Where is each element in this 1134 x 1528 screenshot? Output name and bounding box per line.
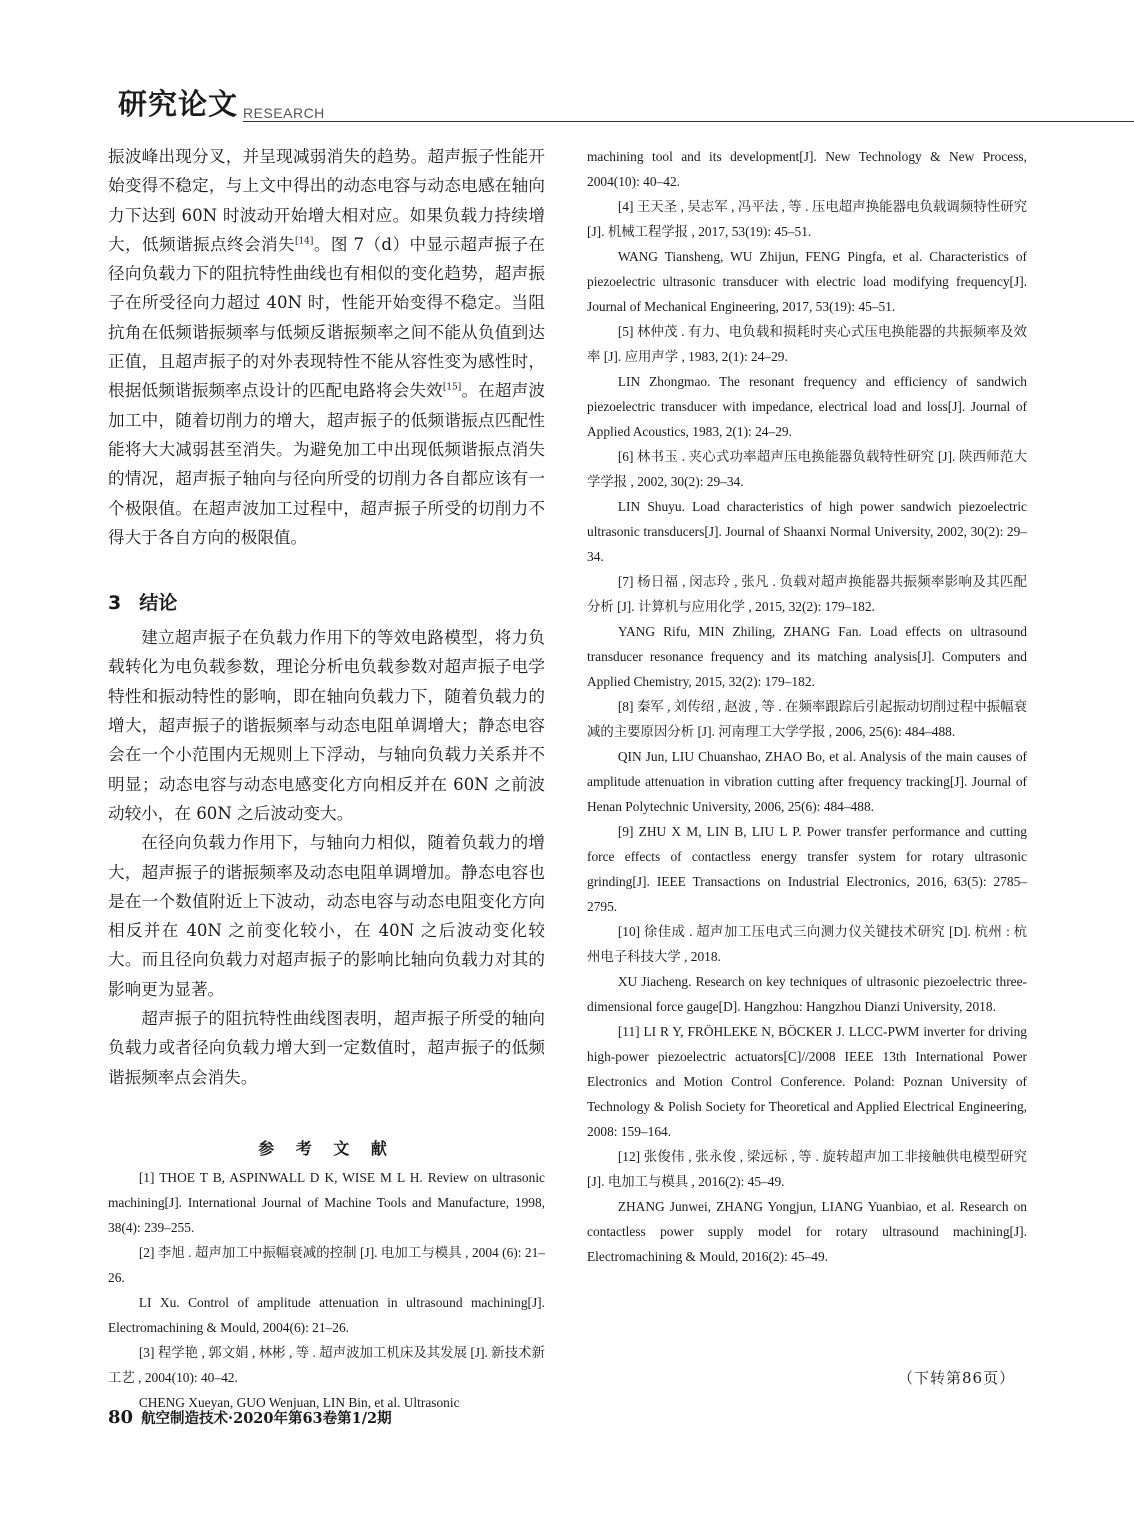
text-run: 。在超声波加工中，随着切削力的增大，超声振子的低频谐振点匹配性能将大大减弱甚至消失。为避免加工中出现低频谐振点消失的情况，超声振子轴向与径向所受的切削力各自都应该有一个极限值。在超声波加工过程中，超声振子所受的切削力不得大于各自方向的极限值。 (108, 381, 545, 547)
continued-note: （下转第86页） (898, 1369, 1016, 1387)
reference-item: [10] 徐佳成 . 超声加工压电式三向测力仪关键技术研究 [D]. 杭州 : 杭州电子科技大学 , 2018. (587, 924, 1027, 964)
text-run: 。图 7（d）中显示超声振子在径向负载力下的阻抗特性曲线也有相似的变化趋势，超声振子在所受径向力超过 40N 时，性能开始变得不稳定。当阻抗角在低频谐振频率与低频反谐振频率之间不能从负值到达正值，且超声振子的对外表现特性不能从容性变为感性时，根据低频谐振频率点设计的匹配电路将会失效 (108, 234, 545, 401)
reference-item: [9] ZHU X M, LIN B, LIU L P. Power transfer performance and cutting force effects of contactless energy transfer system for rotary ultrasonic grinding[J]. IEEE Transactions on Industrial Electronics, 2016, 63(5): 2785–2795. (587, 824, 1027, 914)
reference-item: [1] THOE T B, ASPINWALL D K, WISE M L H. Review on ultrasonic machining[J]. International Journal of Machine Tools and Manufacture, 1998, 38(4): 239–255. (108, 1169, 545, 1235)
body-paragraph: 在径向负载力作用下，与轴向力相似，随着负载力的增大，超声振子的谐振频率及动态电阻单调增加。静态电容也是在一个数值附近上下波动，动态电容与动态电阻变化方向相反并在 40N 之前变化较小，在 40N 之后波动变化较大。而且径向负载力对超声振子的影响比轴向负载力对其的影响更为显著。 (108, 833, 545, 999)
reference-item: machining tool and its development[J]. New Technology & New Process, 2004(10): 40–42. (587, 149, 1027, 189)
reference-item: ZHANG Junwei, ZHANG Yongjun, LIANG Yuanbiao, et al. Research on contactless power supply model for rotary ultrasound machining[J]. Electromachining & Mould, 2016(2): 45–49. (587, 1199, 1027, 1264)
reference-item: QIN Jun, LIU Chuanshao, ZHAO Bo, et al. Analysis of the main causes of amplitude attenuation in vibration cutting after frequency tracking[J]. Journal of Henan Polytechnic University, 2006, 25(6): 484–488. (587, 749, 1027, 814)
section-heading (108, 588, 545, 615)
section-title: 结论 (139, 592, 178, 615)
page-footer (108, 1407, 392, 1428)
reference-item: [2] 李旭 . 超声加工中振幅衰减的控制 [J]. 电加工与模具 , 2004 (6): 21–26. (108, 1244, 545, 1285)
reference-item: [12] 张俊伟 , 张永俊 , 梁远标 , 等 . 旋转超声加工非接触供电模型研究 [J]. 电加工与模具 , 2016(2): 45–49. (587, 1149, 1027, 1189)
right-column (587, 144, 1027, 1269)
reference-item: [3] 程学艳 , 郭文娟 , 林彬 , 等 . 超声波加工机床及其发展 [J]. 新技术新工艺 , 2004(10): 40–42. (108, 1344, 545, 1385)
reference-item: [8] 秦军 , 刘传绍 , 赵波 , 等 . 在频率跟踪后引起振动切削过程中振幅衰减的主要原因分析 [J]. 河南理工大学学报 , 2006, 25(6): 484–488. (587, 699, 1027, 739)
reference-item: [5] 林仲茂 . 有力、电负载和损耗时夹心式压电换能器的共振频率及效率 [J]. 应用声学 , 1983, 2(1): 24–29. (587, 324, 1027, 364)
journal-name: 航空制造技术·2020年第63卷第1/2期 (141, 1410, 392, 1427)
reference-item: LIN Shuyu. Load characteristics of high power sandwich piezoelectric ultrasonic transducers[J]. Journal of Shaanxi Normal University, 2002, 30(2): 29–34. (587, 499, 1027, 564)
reference-item: [11] LI R Y, FRÖHLEKE N, BÖCKER J. LLCC-PWM inverter for driving high-power piezoelectric actuators[C]//2008 IEEE 13th International Power Electronics and Motion Control Conference. Poland: Poznan University of Technology & Polish Society for Theoretical and Applied Electrical Engineering, 2008: 159–164. (587, 1024, 1027, 1139)
reference-item: [7] 杨日福 , 闵志玲 , 张凡 . 负载对超声换能器共振频率影响及其匹配分析 [J]. 计算机与应用化学 , 2015, 32(2): 179–182. (587, 574, 1027, 614)
column-title: 研究论文 (118, 87, 239, 121)
reference-item: YANG Rifu, MIN Zhiling, ZHANG Fan. Load effects on ultrasound transducer resonance frequency and its matching analysis[J]. Computers and Applied Chemistry, 2015, 32(2): 179–182. (587, 624, 1027, 689)
reference-item: LIN Zhongmao. The resonant frequency and efficiency of sandwich piezoelectric transducer with impedance, electrical load and loss[J]. Journal of Applied Acoustics, 1983, 2(1): 24–29. (587, 374, 1027, 439)
reference-item: LI Xu. Control of amplitude attenuation in ultrasound machining[J]. Electromachining & Mould, 2004(6): 21–26. (108, 1294, 545, 1335)
text-run: 振波峰出现分叉，并呈现减弱消失的趋势。超声振子性能开始变得不稳定，与上文中得出的动态电容与动态电感在轴向力下达到 60N 时波动开始增大相对应。如果负载力持续增大，低频谐振点终会消失 (108, 147, 545, 254)
header-rule (243, 121, 1134, 122)
section-number: 3 (108, 592, 122, 615)
body-paragraph: 建立超声振子在负载力作用下的等效电路模型，将力负载转化为电负载参数，理论分析电负载参数对超声振子电学特性和振动特性的影响，即在轴向负载力下，随着负载力的增大，超声振子的谐振频率与动态电阻单调增大；静态电容会在一个小范围内无规则上下浮动，与轴向负载力关系并不明显；动态电容与动态电感变化方向相反并在 60N 之前波动较小，在 60N 之后波动变大。 (108, 628, 545, 823)
left-column (108, 142, 545, 1415)
reference-item: [6] 林书玉 . 夹心式功率超声压电换能器负载特性研究 [J]. 陕西师范大学学报 , 2002, 30(2): 29–34. (587, 449, 1027, 489)
column-subtitle: RESEARCH (243, 105, 325, 121)
running-header (108, 80, 1134, 124)
body-paragraph (108, 142, 545, 552)
reference-item: XU Jiacheng. Research on key techniques of ultrasonic piezoelectric three-dimensional force gauge[D]. Hangzhou: Hangzhou Dianzi University, 2018. (587, 974, 1027, 1014)
reference-item: CHENG Xueyan, GUO Wenjuan, LIN Bin, et al. Ultrasonic (138, 1394, 460, 1410)
body-paragraph: 超声振子的阻抗特性曲线图表明，超声振子所受的轴向负载力或者径向负载力增大到一定数值时，超声振子的低频谐振频率点会消失。 (108, 1009, 545, 1087)
reference-item: [4] 王天圣 , 吴志军 , 冯平法 , 等 . 压电超声换能器电负载调频特性研究 [J]. 机械工程学报 , 2017, 53(19): 45–51. (587, 199, 1027, 239)
page-number: 80 (108, 1407, 134, 1428)
references-heading: 参 考 文 献 (258, 1138, 395, 1158)
citation: [15] (442, 382, 462, 393)
reference-item: WANG Tiansheng, WU Zhijun, FENG Pingfa, et al. Characteristics of piezoelectric ultrasonic transducer with electric load modifying frequency[J]. Journal of Mechanical Engineering, 2017, 53(19): 45–51. (587, 249, 1027, 314)
citation: [14] (294, 236, 314, 247)
